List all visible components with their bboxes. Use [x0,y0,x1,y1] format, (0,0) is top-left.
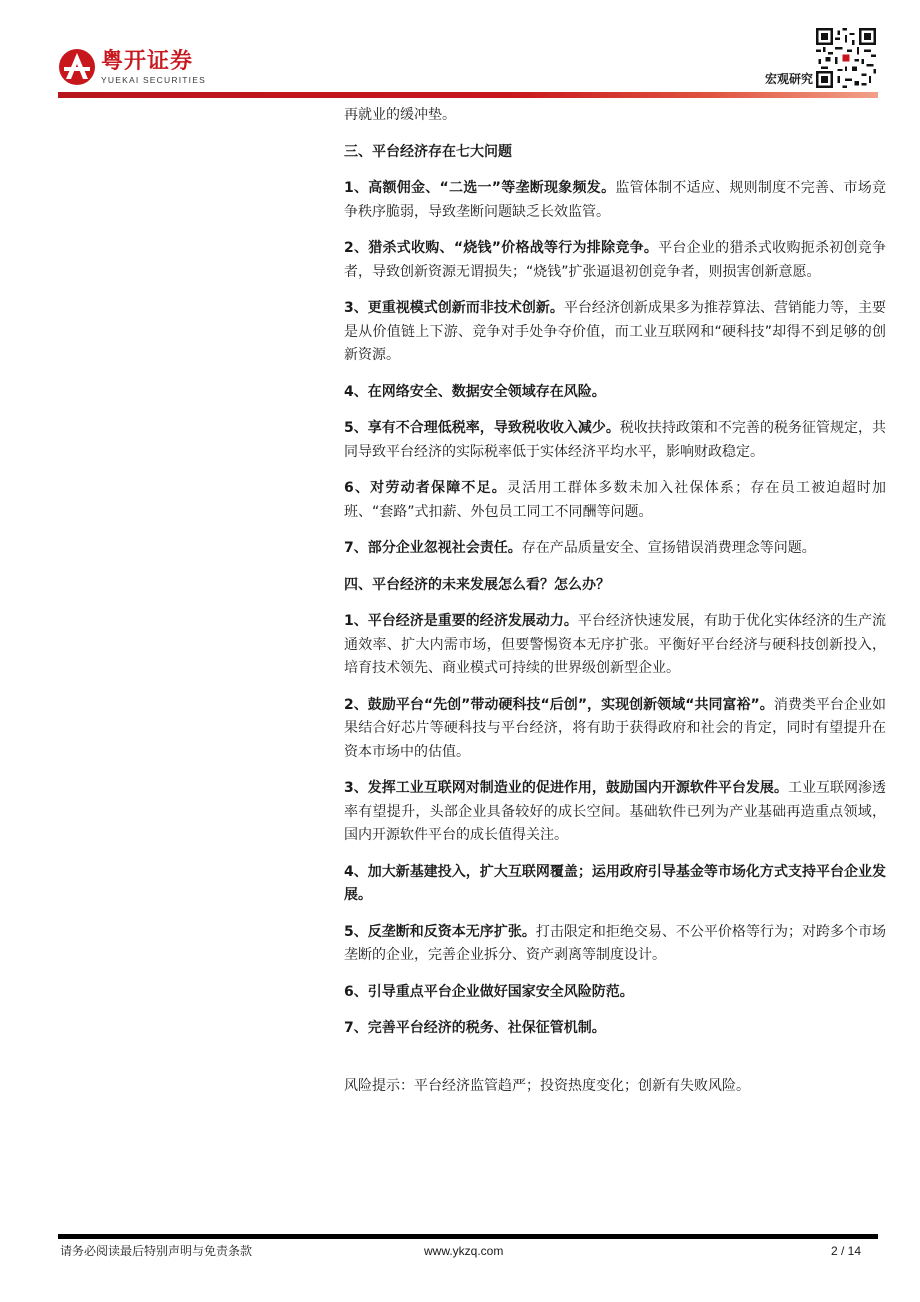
qr-code-icon [816,28,876,88]
section4-list [344,610,886,1041]
list-item [344,1017,886,1041]
item-text: 打击限定和拒绝交易、不公平价格等行为；对跨多个市场垄断的企业，完善企业拆分、资产剥离等制度设计。 [344,923,887,963]
item-text: 平台企业的猎杀式收购扼杀初创竞争者，导致创新资源无谓损失；“烧钱”扩张逼退初创竞争者，则损害创新意愿。 [344,240,886,280]
list-item [344,694,886,765]
item-text: 灵活用工群体多数未加入社保体系；存在员工被迫超时加班、“套路”式扣薪、外包员工同工不同酬等问题。 [344,480,887,520]
item-text: 存在产品质量安全、宣扬错误消费理念等问题。 [521,540,816,556]
item-lead: 6、引导重点平台企业做好国家安全风险防范。 [344,983,634,1000]
item-text: 平台经济快速发展，有助于优化实体经济的生产流通效率、扩大内需市场，但要警惕资本无序扩张。平衡好平台经济与硬科技创新投入，培育技术领先、商业模式可持续的世界级创新型企业。 [344,613,886,676]
section-title-3: 三、平台经济存在七大问题 [344,143,512,160]
section3-list [344,177,886,561]
item-lead: 1、高额佣金、“二选一”等垄断现象频发。 [344,180,616,196]
item-text: 平台经济创新成果多为推荐算法、营销能力等，主要是从价值链上下游、竞争对手处争夺价值，而工业互联网和“硬科技”却得不到足够的创新资源。 [344,300,887,363]
section-title-4: 四、平台经济的未来发展怎么看？怎么办？ [344,576,610,593]
intro-tail: 再就业的缓冲垫。 [344,107,456,123]
item-lead: 7、部分企业忽视社会责任。 [344,540,522,556]
page-header [0,0,920,100]
brand-name-cn: 粤开证券 [101,49,194,74]
item-lead: 3、更重视模式创新而非技术创新。 [344,300,564,316]
item-text: 工业互联网渗透率有望提升，头部企业具备较好的成长空间。基础软件已列为产业基础再造重点领域，国内开源软件平台的成长值得关注。 [344,780,886,843]
item-lead: 1、平台经济是重要的经济发展动力。 [344,613,578,629]
list-item [344,477,886,524]
list-item [344,777,886,848]
footer-website-link[interactable]: www.ykzq.com [424,1244,504,1258]
report-body [344,104,886,1111]
list-item [344,177,886,224]
brand-name-en: YUEKAI SECURITIES [101,75,206,85]
item-lead: 2、鼓励平台“先创”带动硬科技“后创”，实现创新领域“共同富裕”。 [344,696,774,713]
list-item [344,237,886,284]
header-divider [58,92,878,98]
brand-logo [58,48,218,88]
list-item [344,981,886,1005]
footer-divider [58,1234,878,1239]
list-item [344,861,886,908]
footer-disclaimer: 请务必阅读最后特别声明与免责条款 [60,1244,253,1258]
risk-note: 风险提示：平台经济监管趋严；投资热度变化；创新有失败风险。 [344,1077,750,1094]
list-item [344,921,886,968]
list-item [344,537,886,561]
item-lead: 6、对劳动者保障不足。 [344,480,508,496]
page-number: 2 / 14 [831,1244,862,1258]
item-lead: 4、加大新基建投入，扩大互联网覆盖；运用政府引导基金等市场化方式支持平台企业发展。 [344,863,886,903]
item-text: 税收扶持政策和不完善的税务征管规定，共同导致平台经济的实际税率低于实体经济平均水平，影响财政稳定。 [344,420,886,460]
item-lead: 2、猎杀式收购、“烧钱”价格战等行为排除竞争。 [344,240,659,256]
list-item [344,610,886,681]
item-text: 监管体制不适应、规则制度不完善、市场竞争秩序脆弱，导致垄断问题缺乏长效监管。 [344,180,886,220]
list-item [344,297,886,368]
item-lead: 3、发挥工业互联网对制造业的促进作用，鼓励国内开源软件平台发展。 [344,780,788,796]
item-lead: 5、享有不合理低税率，导致税收收入减少。 [344,420,620,436]
item-lead: 5、反垄断和反资本无序扩张。 [344,923,536,940]
item-lead: 4、在网络安全、数据安全领域存在风险。 [344,383,606,400]
list-item [344,381,886,405]
item-lead: 7、完善平台经济的税务、社保征管机制。 [344,1020,606,1036]
report-type-label: 宏观研究 [764,72,813,86]
list-item [344,417,886,464]
yuekai-logo-icon [58,48,96,86]
item-text: 消费类平台企业如果结合好芯片等硬科技与平台经济，将有助于获得政府和社会的肯定，同时有望提升在资本市场中的估值。 [344,696,886,760]
